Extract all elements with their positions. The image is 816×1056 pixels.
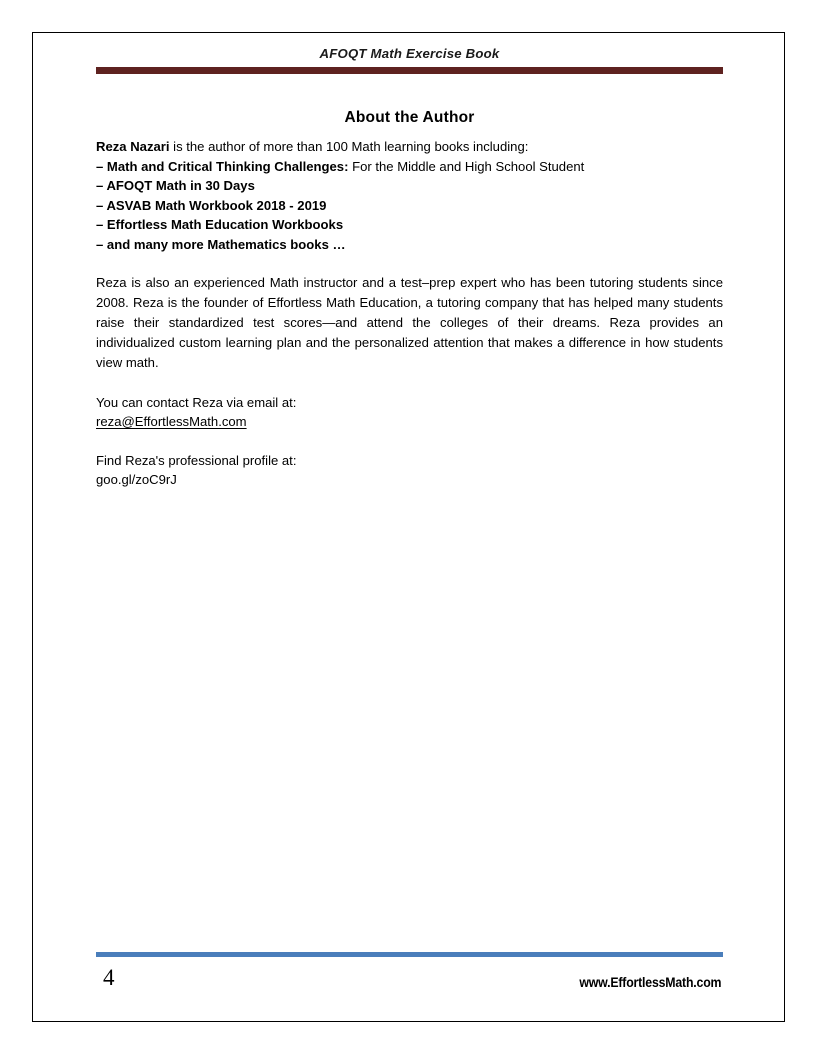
contact-block xyxy=(96,374,723,432)
list-item xyxy=(96,176,723,196)
contact-label: You can contact Reza via email at: xyxy=(96,394,297,410)
page-title: About the Author xyxy=(344,109,475,127)
list-item xyxy=(96,157,723,177)
page-number: 4 xyxy=(103,965,115,990)
header-rule xyxy=(96,67,723,74)
book-title: Math and Critical Thinking Challenges: xyxy=(106,158,349,174)
running-header: AFOQT Math Exercise Book xyxy=(319,46,500,61)
page-sheet xyxy=(32,32,785,1022)
footer-rule xyxy=(96,952,723,957)
body-content xyxy=(96,137,723,490)
book-dash: – xyxy=(96,197,107,213)
book-title: AFOQT Math in 30 Days xyxy=(106,178,255,194)
list-item xyxy=(96,196,723,216)
author-name: Reza Nazari xyxy=(96,139,170,154)
intro-text: is the author of more than 100 Math learning books including: xyxy=(169,139,529,154)
book-title: Effortless Math Education Workbooks xyxy=(106,217,344,233)
profile-label: Find Reza's professional profile at: xyxy=(96,452,297,468)
book-dash: – xyxy=(96,158,107,174)
profile-url: goo.gl/zoC9rJ xyxy=(96,472,177,488)
list-item xyxy=(96,215,723,235)
book-dash: – xyxy=(96,217,107,233)
book-dash: – xyxy=(96,236,107,252)
profile-block xyxy=(96,432,723,490)
book-title: ASVAB Math Workbook 2018 - 2019 xyxy=(106,197,327,213)
footer-website: www.EffortlessMath.com xyxy=(579,975,721,990)
book-list xyxy=(96,157,723,255)
email-link[interactable]: reza@EffortlessMath.com xyxy=(96,414,247,430)
list-item xyxy=(96,235,723,255)
biography-paragraph: Reza is also an experienced Math instructor and a test–prep expert who has been tutoring students since 2008. Reza is the founder of Effortless Math Education, a tutoring company that has helped many students raise their standardized test scores—and attend the colleges of their dreams. Reza provides an individualized custom learning plan and the personalized attention that makes a difference in how students view math. xyxy=(96,274,723,371)
book-subtitle: For the Middle and High School Student xyxy=(348,158,585,174)
book-title: and many more Mathematics books … xyxy=(106,236,346,252)
book-dash: – xyxy=(96,178,107,194)
intro-line xyxy=(96,137,723,157)
